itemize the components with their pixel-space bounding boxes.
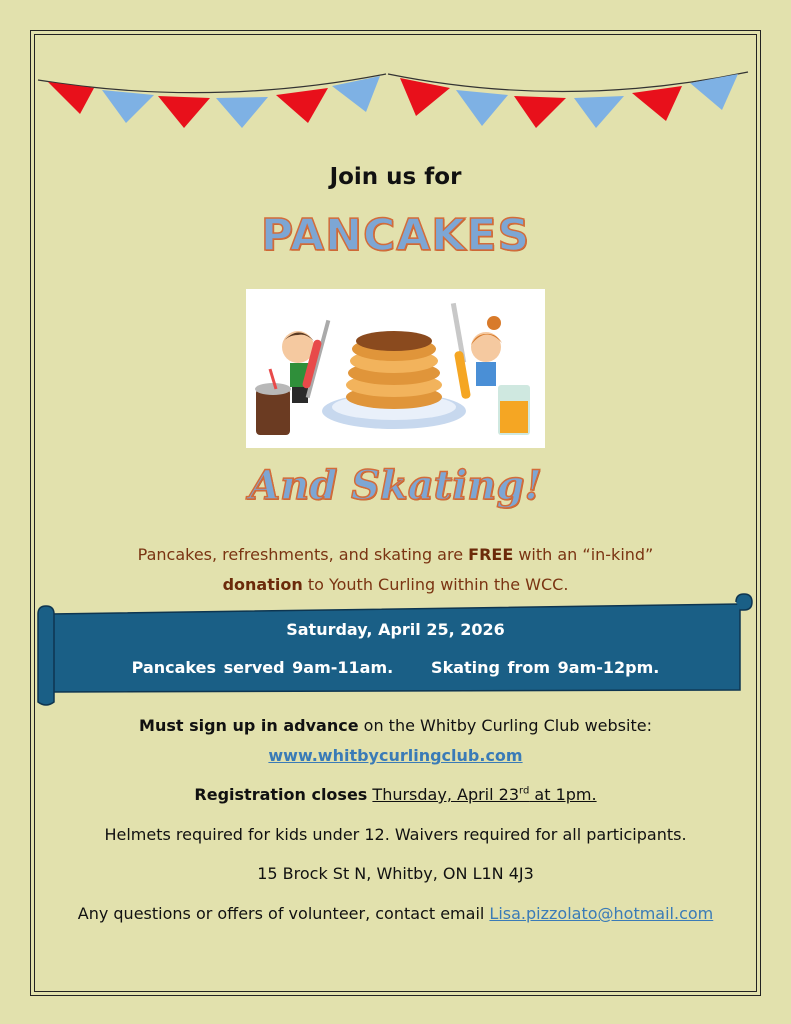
join-us-heading: Join us for xyxy=(329,164,462,190)
intro-donation: donation xyxy=(222,575,303,594)
pancakes-served-time: Pancakes served 9am-11am. xyxy=(131,658,394,677)
registration-line xyxy=(0,785,791,804)
intro-paragraph xyxy=(0,540,791,600)
website-line xyxy=(0,746,791,765)
intro-free: FREE xyxy=(468,545,514,564)
address: 15 Brock St N, Whitby, ON L1N 4J3 xyxy=(257,864,534,883)
intro-text-1: Pancakes, refreshments, and skating are xyxy=(137,545,469,564)
contact-text: Any questions or offers of volunteer, contact email xyxy=(77,904,490,923)
contact-email-link[interactable]: Lisa.pizzolato@hotmail.com xyxy=(489,904,714,923)
event-times xyxy=(0,658,791,677)
registration-time: at 1pm. xyxy=(529,785,597,804)
signup-rest: on the Whitby Curling Club website: xyxy=(358,716,652,735)
helmets-note: Helmets required for kids under 12. Waivers required for all participants. xyxy=(104,825,687,844)
signup-bold: Must sign up in advance xyxy=(139,716,359,735)
intro-text-2: with an “in-kind” xyxy=(513,545,654,564)
and-skating-title: And Skating! xyxy=(249,462,542,509)
website-link[interactable]: www.whitbycurlingclub.com xyxy=(268,746,523,765)
event-banner xyxy=(34,592,756,708)
registration-date-suffix: rd xyxy=(519,785,530,797)
intro-text-3: to Youth Curling within the WCC. xyxy=(302,575,569,594)
pancakes-title: PANCAKES xyxy=(260,210,531,261)
bunting-decoration xyxy=(36,68,756,138)
pancake-illustration xyxy=(246,289,545,448)
event-date: Saturday, April 25, 2026 xyxy=(286,620,505,639)
registration-date: Thursday, April 23 xyxy=(372,785,520,804)
contact-line xyxy=(0,904,791,923)
signup-note xyxy=(0,716,791,735)
registration-bold: Registration closes xyxy=(194,785,368,804)
skating-time: Skating from 9am-12pm. xyxy=(431,658,660,677)
registration-deadline xyxy=(372,785,596,804)
